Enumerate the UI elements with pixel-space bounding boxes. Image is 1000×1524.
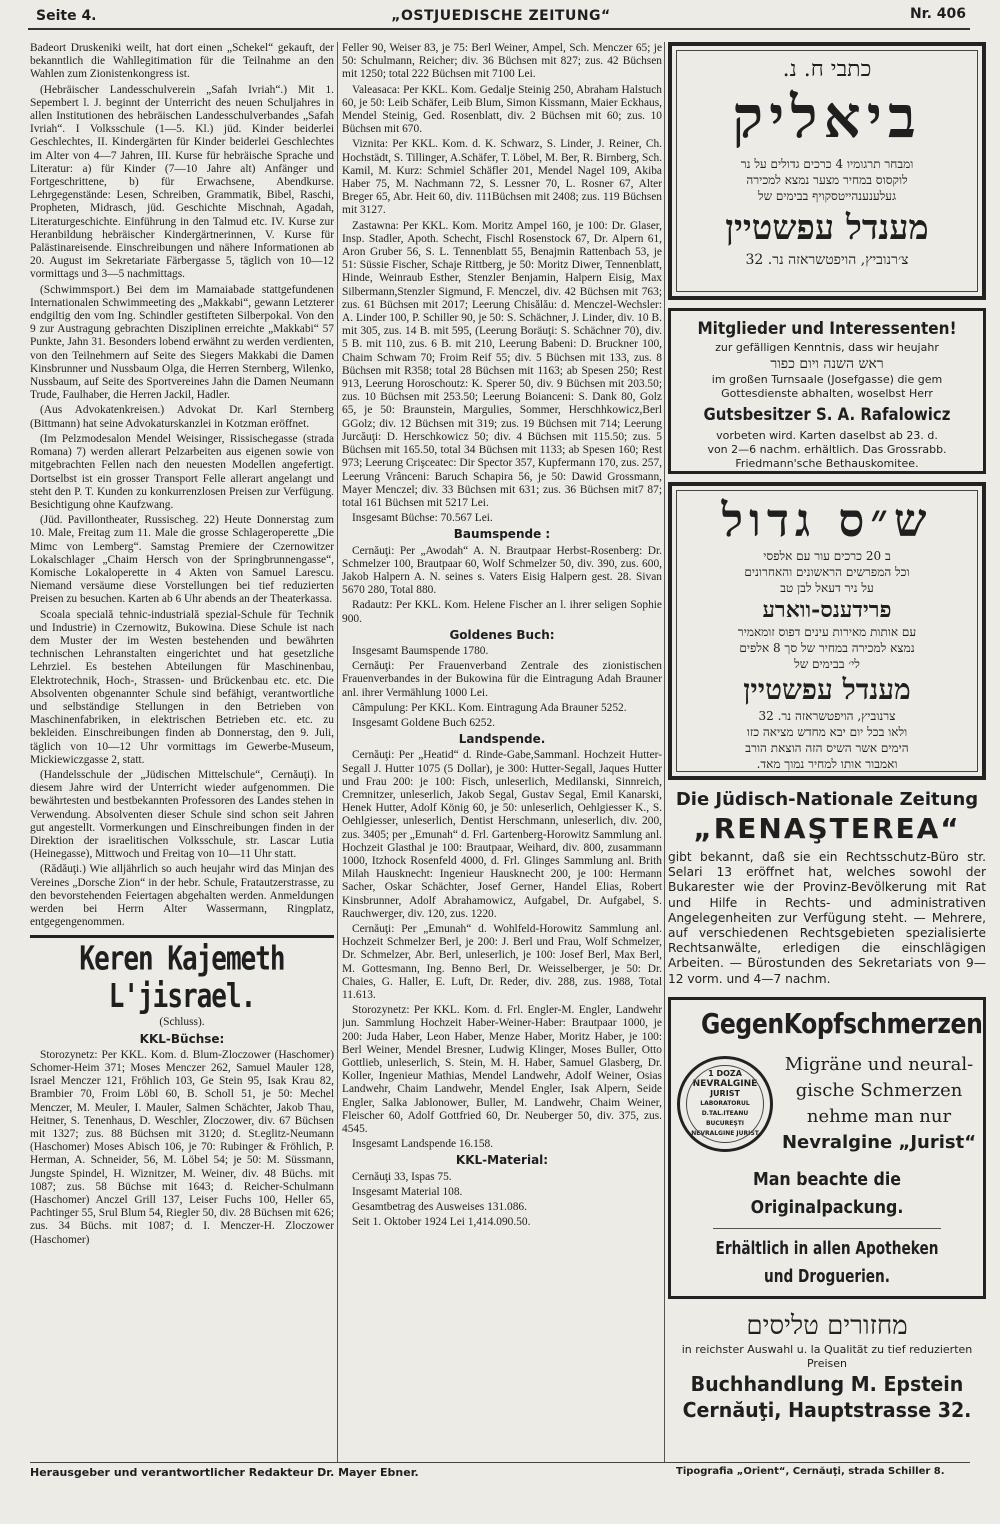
renasterea-text: gibt bekannt, daß sie ein Rechtsschutz-Büro str. Selari 13 eröffnet hat, welches sowohl der Bukarester wie der Provinz-Bevölkerung mit Rat und Hilfe in Rechts- und administrativen Angelegenheiten zur Verfügung steht. — Mehrere, auf verschiedenen Rechtsgebieten spezialisierte Rechtsanwälte, erledigen die einschlägigen Arbeiten. — Bürostunden des Sekretariats von 9—12 vorm. und 4—7 nachm. [668, 850, 986, 986]
article-paragraph: (Schwimmsport.) Bei dem im Mamaiabade stattgefundenen Internationalen Schwimmeeting des „Makkabi“, gewann Letzterer endgiltig den vom Ing. Schindler gestifteten Silberpokal. Von den 9 zur Austragung gebrachten Disziplinen erreichte „Makkabi“ 57 Punkte, Jahn 31. Besonders lobend erwähnt zu werden verdienten, von den Teilnehmern auf Seite des Siegers Makkabi die Damen Kinsbrunner und Nussbaum Olga, die Herren Sternberg, Wilenko, Nussbaum, auf Seite des Sportvereines Jahn die Damen Neumann Trude, Faulhaber, die Herren Jackil, Hadler. [30, 283, 334, 402]
bialik-line: געלענענהייטסקויף בבימים של [757, 189, 897, 203]
bialik-ad [668, 42, 986, 300]
kopfschmerzen-title: GegenKopfschmerzen [701, 1006, 983, 1040]
shas-line: עם אותות מאירות עינים דפוס זומאמיר [737, 625, 917, 639]
article-paragraph: (Im Pelzmodesalon Mendel Weisinger, Rissischegasse (strada Romana) 7) werden allerart Pelzarbeiten aus eigenen sowie von mitgebrachten Fellen nach den neuesten Modellen angefertigt. Dortselbst ist ein grosser Transport Felle allerart angelangt und steht den P. T. Kunden zu konkurrenzlosen Preisen zur Verfügung. Besichtigung ohne Kaufzwang. [30, 432, 334, 511]
article-paragraph: (Aus Advokatenkreisen.) Advokat Dr. Karl Sternberg (Bittmann) hat seine Advokaturskanzlei in Kotzman eröffnet. [30, 404, 334, 430]
seal-text: D.TAL.ITEANU [701, 1109, 749, 1117]
landspende-heading: Landspende. [458, 732, 546, 747]
donation-list: Feller 90, Weiser 83, je 75: Berl Weiner, Ampel, Sch. Menczer 65; je 50: Schulmann, Reicher; div. 36 Büchsen mit 827; zus. 42 Büchsen mit 1250; total 222 Büchsen mit 7100 Lei. [342, 42, 662, 81]
kopf-erhaeltlich: Erhältlich in allen Apotheken und Droguerien. [713, 1228, 941, 1291]
shas-line: הימים אשר השיס הזה הוצאת הורב [745, 741, 909, 755]
book-hebrew-title: מחזורים טליסים [746, 1310, 908, 1341]
column-ads [668, 42, 986, 1482]
kkl-material-heading: KKL-Material: [455, 1153, 549, 1168]
kopf-line: gische Schmerzen [795, 1079, 963, 1101]
mitglieder-line: Gottesdienste abhalten, woselbst Herr [721, 387, 933, 400]
mitglieder-line: zur gefälligen Kenntnis, dass wir heujahr [715, 341, 939, 354]
shas-line: נמצא למכירה במחיר של סך 8 אלפים [739, 641, 915, 655]
kopfschmerzen-row [677, 1052, 977, 1156]
mitglieder-line: im großen Turnsaale (Josefgasse) die gem [711, 373, 943, 386]
goldenes-buch-heading: Goldenes Buch: [449, 627, 555, 642]
seal-text: NEVRALGINE [692, 1078, 758, 1089]
shas-seller-name: מענדל עפשטיין [743, 673, 911, 706]
donation-list: Cernăuţi: Per „Heatid“ d. Rinde-Gabe,Sammanl. Hochzeit Hutter-Segall J. Hutter 1075 (5 Dollar), je 300: Hutter-Segall, Jaques Hutter und Frau 200: je 100: Fisch, unleserlich, Medilanski, Sinnreich, Cremnitzer, unleserlich, Jakob Segal, Gustav Segal, Emil Kanarski, Henek Hutter, Adolf König 60, je 50: unleserlich, Oehlgiesser K., S. Oehlgiesser, unleserlich, Dentist Herschmann, unleserlich, div. 200, zus. 3405; per „Emunah“ d. Frl. Gartenberg-Horowitz Sammlung anl. Hochzeit Glasthal je 100: Brautpaar, Weihard, div. 800, zusammann 1000, Itzhock Rosenfeld 4000, d. Frl. Glinges Sammlung anl. Brith Milah Hausknecht: Ingenieur Hausknecht 200, je 100: Hermann Sacher, Oskar Schächter, Josef Gerner, Handel Elias, Robert Kinsbrunner, Adolf Abrahamowicz, Aufgabel, Dr. Aufgabel, S. Rauchwerger, div. 120, zus. 1220. [342, 749, 662, 920]
shas-line: ולאו בכל יום יבא מחדש מציאה כזו [746, 725, 908, 739]
issue-number: Nr. 406 [909, 6, 966, 22]
newspaper-title: „OSTJUEDISCHE ZEITUNG“ [391, 8, 611, 24]
donation-total: Insgesamt Büchse: 70.567 Lei. [352, 512, 493, 525]
shas-publisher: פרידענס-ווארע [762, 597, 892, 623]
donation-total: Insgesamt Goldene Buch 6252. [352, 716, 495, 729]
mitglieder-hebrew: ראש השנה ויום כפור [770, 356, 884, 372]
nevralgine-package-icon [677, 1056, 773, 1152]
seal-text: JURIST [710, 1088, 740, 1098]
kopf-originalpackung: Man beachte die Originalpackung. [750, 1168, 904, 1218]
donation-list: Valeasaca: Per KKL. Kom. Gedalje Steinig 250, Abraham Halstuch 60, je 50: Leib Schäfer, Leib Blum, Simon Kissmann, Maier Eckhaus, Mendel Steinig, Ged. Rosenblatt, div. 2 Büchsen mit 60; zus. 10 Büchsen mit 670. [342, 83, 662, 136]
book-subtitle: in reichster Auswahl u. la Qualität zu tief reduzierten Preisen [681, 1342, 973, 1370]
kopfschmerzen-ad [668, 997, 986, 1299]
material-line: Gesamtbetrag des Ausweises 131.086. [352, 1201, 527, 1214]
donation-total: Insgesamt Landspende 16.158. [352, 1138, 494, 1151]
mitglieder-line: Friedmann'sche Bethauskomitee. [735, 457, 919, 470]
bialik-line: ומבחר תרגומיו 4 כרכים גדולים על נר [740, 157, 914, 171]
mitglieder-title: Mitglieder und Interessenten! [697, 319, 957, 339]
article-paragraph: (Hebräischer Landesschulverein „Safah Ivriah“.) Mit 1. Sepembert l. J. beginnt der Unterricht des neuen Schuljahres in allen Institutionen des hebräischen Landesschulverbandes „Safah Ivriah“. I Volksschule (1—5. Kl.) jüd. Kinder beiderlei Geschlechtes, II. Kindergärten für Kinder beiderlei Geschlechtes im Alter von 4—7 Jahren, III. Kurse für hebräische Sprache und Literatur: a) für Kinder (7—10 Jahre alt) Anfänger und Fortgeschrittene, b) für Erwachsene, Abendkurse. Lehrgegenstände: Lesen, Schreiben, Grammatik, Bibel, Raschi, Propheten, Midrasch, jüd. Geschichte Mischnah, Agadah, Literaturgeschichte. Einführung in den Talmud etc. IV. Kurse zur Heranbildung hebräischer Kindergärtnerinnen, V. Kurse für Palästinareisende. Einschreibungen und nähere Informationen ab 20. August im Sekretariate Färbergasse 5, täglich von 10—12 vormittags und 3—5 nachmittags. [30, 83, 334, 281]
bialik-line: לוקסוס במחיר מצער נמצא למכירה [746, 173, 908, 187]
column-left [30, 42, 334, 1460]
baumspende-heading: Baumspende : [453, 527, 551, 542]
book-store-address: Cernăuţi, Hauptstrasse 32. [682, 1397, 972, 1422]
column-middle [342, 42, 662, 1460]
keren-kajemeth-section [30, 935, 334, 1246]
shas-title: ש״ס גדול [721, 493, 933, 547]
footer-rule [30, 1462, 970, 1463]
shas-line: ב 20 כרכים עור עם אלפסי [763, 549, 891, 563]
page-header [36, 6, 966, 28]
donation-list: Radautz: Per KKL. Kom. Helene Fischer an l. ihrer seligen Sophie 900. [342, 599, 662, 625]
article-paragraph: (Rădăuţi.) Wie alljährlich so auch heujahr wird das Minjan des Vereines „Dorsche Zion“ in der hebr. Schule, Fratautzerstrasse, zu den bevorstehenden Feiertagen abgehalten werden. Anmeldungen werden bei Herrn Alter Wassermann, Ringplatz, entgegengenommen. [30, 863, 334, 929]
mitglieder-line: vorbeten wird. Karten daselbst ab 23. d. [716, 429, 938, 442]
kkl-buechse-text: Storozynetz: Per KKL. Kom. d. Blum-Zloczower (Haschomer) Schomer-Heim 371; Moses Menczer 262, Samuel Mauler 128, Israel Menczer 121, Fröhlich 103, Ge Stein 95, Isak Krau 82, Brambier 70, Froim Löbl 60, B. Scholl 51, je 50: Mechel Menczer, M. Meuler, I. Mauler, Salmen Schächter, Jakob Thau, Heitner, S. Tenenhaus, D. Weschler, Zloczower, div. 67 Büchsen mit 1327; zus. 88 Büchsen mit 3120; d. St.eglitz-Neumann (Haschomer) Moses Abisch 106, je 70: Rubinger & Fröhlich, P. Herman, A. Schneider, 56, M. Löbel 54; je 50: M. Süssmann, Jungste Spindel, H. Wiznitzer, M. Weiner, div. 48 Büchs. mit 1087; zus. 58 Büchse mit 1643; d. Reicher-Schulmann (Haschomer) Anczel Grill 137, Leiser Fuchs 100, Heller 65, Pachtinger 55, Srul Blum 54, Riegler 50, div. 28 Büchsen mit 626; zus. 34 Büchs. mit 1087; d. I. Menczer-H. Zloczower (Haschomer) [30, 1048, 334, 1246]
article-paragraph: Badeort Druskeniki weilt, hat dort einen „Schekel“ gekauft, der bekanntlich die Wahllegitimation für die Teilnahme an den Wahlen zum Zionistenkongress ist. [30, 42, 334, 81]
shas-line: וכל המפרשים הראשונים והאחרונים [744, 565, 910, 579]
donation-list: Cernăuţi: Per „Emunah“ d. Wohlfeld-Horowitz Sammlung anl. Hochzeit Schmelzer Berl, je 200: J. Berl und Frau, Wolf Schmelzer, Dr. Schmelzer, Abr. Berl, unleserlich, je 100: Josef Berl, Max Berl, M. Gottesmann, Ing. Benno Berl, Dr. Weisselberger, je 50: Dr. Chaies, G. Haller, E. Luft, Dr. Reder, div. 288, zus. 1988, Total 11.613. [342, 923, 662, 1002]
kopf-line: nehme man nur [806, 1105, 952, 1127]
shas-line: לי׳ בבימים של [794, 657, 860, 671]
footer-printer: Tipografia „Orient“, Cernăuţi, strada Schiller 8. [676, 1466, 945, 1477]
mitglieder-name: Gutsbesitzer S. A. Rafalowicz [703, 405, 951, 425]
bialik-small-title: כתבי ח. נ. [782, 57, 872, 82]
column-divider-2 [664, 42, 665, 1462]
donation-list: Viznita: Per KKL. Kom. d. K. Schwarz, S. Linder, J. Reiner, Ch. Hochstädt, S. Tillinger, A.Schäfer, T. Löbel, M. Ber, R. Birnberg, Sch. Kamil, M. Kurz: Schmiel Schäfler 201, Mendel Nagel 109, Akiba Haber 75, M. Nachmann 72, S. Lessner 70, L. Rosner 67, Alter Breger 65, Abr. Heit 60, div. 111Büchsen mit 2408; zus. 119 Büchsen mit 3127. [342, 138, 662, 217]
shas-line: ואמבור אותו למחיר נמוך מאד. [756, 757, 898, 771]
keren-kajemeth-title: Keren Kajemeth L'jisrael. [79, 940, 285, 1016]
donation-list: Câmpulung: Per KKL. Kom. Eintragung Ada Brauner 5252. [352, 701, 627, 714]
kkl-buechse-heading: KKL-Büchse: [139, 1031, 225, 1046]
mitglieder-line: von 2—6 nachm. erhältlich. Das Grossrabb. [707, 443, 947, 456]
header-rule [28, 28, 970, 30]
renasterea-title: „RENAŞTEREA“ [693, 812, 961, 845]
material-line: Seit 1. Oktober 1924 Lei 1,414.090.50. [352, 1216, 531, 1229]
donation-total: Insgesamt Baumspende 1780. [352, 644, 489, 657]
article-paragraph: (Handelsschule der „Jüdischen Mittelschule“, Cernăuţi). In diesem Jahre wird der Unterricht wieder aufgenommen. Die bewährtesten und bestbekannten Professoren des Landes stehen in Verwendung. Absolventen dieser Schule sind schon seit Jahren gut angestellt. Vormerkungen und Einschreibungen finden in der Direktion der israelitischen Volksschule, str. Lascar Lutia (Heinegasse), Mittwoch und Freitag von 10—11 Uhr statt. [30, 768, 334, 861]
kopfschmerzen-text [781, 1052, 977, 1156]
material-line: Insgesamt Material 108. [352, 1185, 463, 1198]
footer-editor: Herausgeber und verantwortlicher Redakteur Dr. Mayer Ebner. [30, 1466, 419, 1479]
donation-list: Storozynetz: Per KKL. Kom. d. Frl. Engler-M. Engler, Landwehr jun. Sammlung Hochzeit Haber-Weiner-Haber: Brautpaar 1000, je 200: Juda Haber, Leon Haber, Menze Haber, Moritz Haber, je 100: Berl Weiner, Mendel Bresner, Ludwig Klinger, Moses Buller, Otto Gottlieb, unleserlich, S. Stein, M. H. Haber, Samuel Glasberg, Dr. Koller, Ingenieur Mathias, Mendel Landwehr, Adolf Weiner, Osias Landwehr, Chaim Landwehr, Mendel Engler, Isak Alpern, Seide Engler, Salka Jablonower, Buller, M. Landwehr, Chaim Weiner, Fleischer 60, Adolf Gottfried 60, Dr. Neuberger 50, div. 375, zus. 4545. [342, 1004, 662, 1136]
shas-ad [668, 482, 986, 780]
book-store-name: Buchhandlung M. Epstein [690, 1371, 964, 1396]
mitglieder-ad [668, 308, 986, 474]
article-paragraph: Scoala specială tehnic-industrială spezial-Schule für Technik und Industrie) in Czernowitz, Bukowina. Diese Schule ist nach dem Muster der im Westen bestehenden und bewährten technischen Lehranstalten eingerichtet und hat gesetzliche Lehrziel. Es bestehen Abteilungen für Maschinenbau, Elektrotechnik, Hoch-, Strassen- und Brückenbau etc. etc. Die Absolventen obgenannter Schule sind befähigt, verantwortliche und selbständige Stellungen in den Betrieben von Maschinenfabriken, in elektrischen Betrieben etc. etc. zu bekleiden. Einschreibungen finden ab Donnerstag, den 9. Juli, täglich von 10—12 Uhr vormittags im Gewerbe-Museum, Mickiewiczgasse 2, statt. [30, 608, 334, 766]
page-label: Seite 4. [36, 8, 97, 24]
seal-text: NEVRALGINE JURIST [691, 1129, 759, 1137]
seal-text: LABORATORUL [700, 1099, 750, 1107]
shas-address: צרנוביץ, הויפטשראזה נר. 32 [758, 709, 896, 723]
column-divider-1 [337, 42, 338, 1462]
donation-list: Cernăuţi: Per Frauenverband Zentrale des zionistischen Frauenverbandes in der Bukowina für die Eintragung Adah Brauner anl. ihrer Vermählung 1000 Lei. [342, 660, 662, 699]
donation-list: Zastawna: Per KKL. Kom. Moritz Ampel 160, je 100: Dr. Glaser, Insp. Stadler, Apoth. Schecht, Fischl Rosenstock 67, Dr. Alpern 61, Aron Gruber 56, S. L. Tennenblatt 55, Benajmin Rattenbach 53, je 51: Süssie Fischer, Schaje Rittberg, je 50: Moritz Diwer, Tennenblatt, Hinde, Weinraub Esther, Stenzler Benjamin, Halpern Eisig, Max Silbermann,Stenzler Sigmund, F. Menczel, div. 42 Büchsen mit 763; zus. 61 Büchsen mit 2017; Leerung Chisălău: d. Menczel-Wechsler: A. Linder 100, P. Schiller 90, je 50: S. Schächner, J. Linder, div. 10 B. mit 305, zus. 14 B. mit 595, (Leerung Boräuţi: S. Schächner 70), div. 5 B. mit 110, zus. 6 B. mit 210, Leerung Babeni: D. Bruckner 100, Chaim Schwam 70; Froim Reif 55; div. 5 Büchsen mit 133, zus. 8 Büchsen mit R358; total 28 Büchsen mit 1163; ab Spesen 250; Rest 913, Leerung Horoschoutz: K. Sperer 50, div. 9 Büchsen mit 203.50; zus. 10 Büchsen mit 253.50; Leerung Boianceni: S. Dank 80, Golz 65, je 50: Braunstein, Margulies, Sommer, Herschhkowicz,Berl GGolz; div. 12 Büchsen mit 319; zus. 19 Büchsen mit 714; Leerung Jurcăuţi: D. Herschkowicz 50; div. 4 Büchsen mit 115.50; zus. 5 Büchsen mit 165.50, total 34 Büchsen mit 1133; ab Spesen 160; Rest 973; Leerung Crişceatec: Dir Spector 357, Kupfermann 170, zus. 257, Leerung Vrânceni: Baruch Schapira 56, je 50: Dawid Grossmann, Mayer Menczel; div. 33 Büchsen mit 631; zus. 36 Büchsen mit7 87; total 161 Büchsen mit 5217 Lei. [342, 219, 662, 509]
buchhandlung-ad [668, 1307, 986, 1423]
bialik-big-title: ביאליק [732, 83, 922, 151]
shas-line: על ניר דעאל לבן טב [780, 581, 874, 595]
donation-list: Cernăuţi: Per „Awodah“ A. N. Brautpaar Herbst-Rosenberg: Dr. Schmelzer 100, Brautpaar 60, Wolf Schmelzer 50, div. 390, zus. 600, Jakob Halpern A. N. seines s. Vaters Eisig Halpern gest. 28. Sivan 5670 280, Total 880. [342, 544, 662, 597]
seal-text: BUCUREŞTI [705, 1119, 745, 1127]
seal-text: 1 DOZA [708, 1068, 742, 1078]
article-paragraph: (Jüd. Pavillontheater, Russischeg. 22) Heute Donnerstag zum 10. Male, Freitag zum 11. Male die grosse Schlageroperette „Die Mimc von Lemberg“. Samstag Premiere der Czernowitzer Lokalschlager „Chaim Hersch von der Springbrunnengasse“, Komische Lokaloperette in 4 Akten von Samuel Larescu. Niemand versäume diese Vorstellungen bei tief reduzierten Preisen zu besuchen. Karten ab 6 Uhr abends an der Theaterkassa. [30, 514, 334, 606]
renasterea-heading: Die Jüdisch-Nationale Zeitung [675, 789, 979, 810]
nevralgine-name: Nevralgine „Jurist“ [781, 1131, 977, 1153]
bialik-seller-name: מענדל עפשטיין [725, 208, 929, 248]
keren-subtitle: (Schluss). [159, 1016, 205, 1029]
kopf-line: Migräne und neural- [784, 1053, 974, 1075]
bialik-address: צ׳רנוביץ, הויפטשראזה נר. 32 [745, 252, 909, 268]
material-line: Cernăuţi 33, Ispas 75. [352, 1170, 452, 1183]
